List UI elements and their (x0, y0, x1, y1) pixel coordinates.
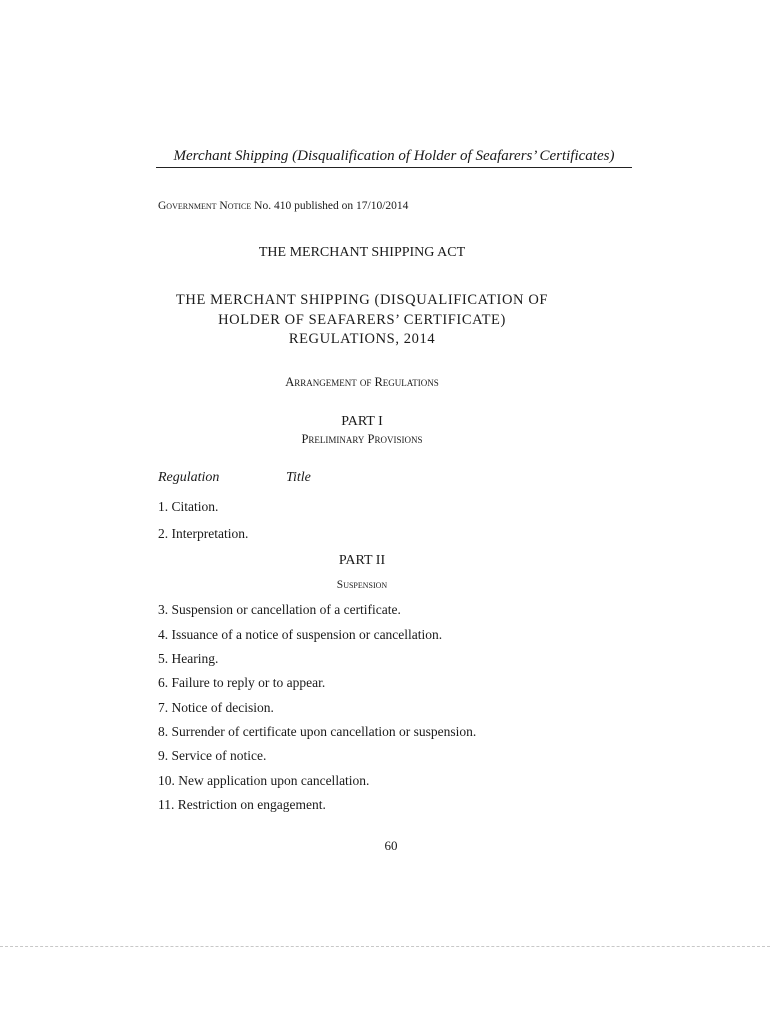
running-head: Merchant Shipping (Disqualification of Holder of Seafarers’ Certificates) (156, 148, 632, 168)
regulations-title-line-2: HOLDER OF SEAFARERS’ CERTIFICATE) (218, 311, 506, 328)
list-item: 2. Interpretation. (158, 526, 249, 541)
page-number: 60 (384, 838, 398, 853)
list-item: 7. Notice of decision. (158, 700, 274, 715)
list-item: 5. Hearing. (158, 651, 219, 666)
list-item: 6. Failure to reply or to appear. (158, 675, 326, 690)
part-1-heading: PART I (341, 414, 383, 429)
regulations-title-line-3: REGULATIONS, 2014 (288, 331, 436, 347)
list-item: 8. Surrender of certificate upon cancellation or suspension. (158, 724, 477, 739)
regulations-title-line-1: THE MERCHANT SHIPPING (DISQUALIFICATION OF (175, 292, 549, 308)
arrangement-heading: Arrangement of Regulations (285, 375, 439, 389)
part-2-heading: PART II (338, 553, 386, 568)
list-item: 1. Citation. (158, 499, 219, 514)
government-notice-line (158, 200, 408, 212)
notice-text: No. 410 published on 17/10/2014 (251, 200, 409, 212)
column-heading-regulation: Regulation (158, 470, 220, 485)
act-title: THE MERCHANT SHIPPING ACT (258, 245, 466, 260)
list-item: 10. New application upon cancellation. (158, 773, 370, 788)
regulations-title (0, 291, 724, 350)
scan-edge-divider (0, 946, 770, 947)
list-item: 9. Service of notice. (158, 748, 267, 763)
notice-label: Government Notice (158, 200, 252, 212)
list-item: 4. Issuance of a notice of suspension or cancellation. (158, 627, 443, 642)
list-item: 3. Suspension or cancellation of a certificate. (158, 602, 401, 617)
column-heading-title: Title (286, 470, 311, 485)
part-1-subheading: Preliminary Provisions (301, 432, 423, 446)
part-2-subheading: Suspension (336, 579, 388, 591)
list-item: 11. Restriction on engagement. (158, 797, 326, 812)
